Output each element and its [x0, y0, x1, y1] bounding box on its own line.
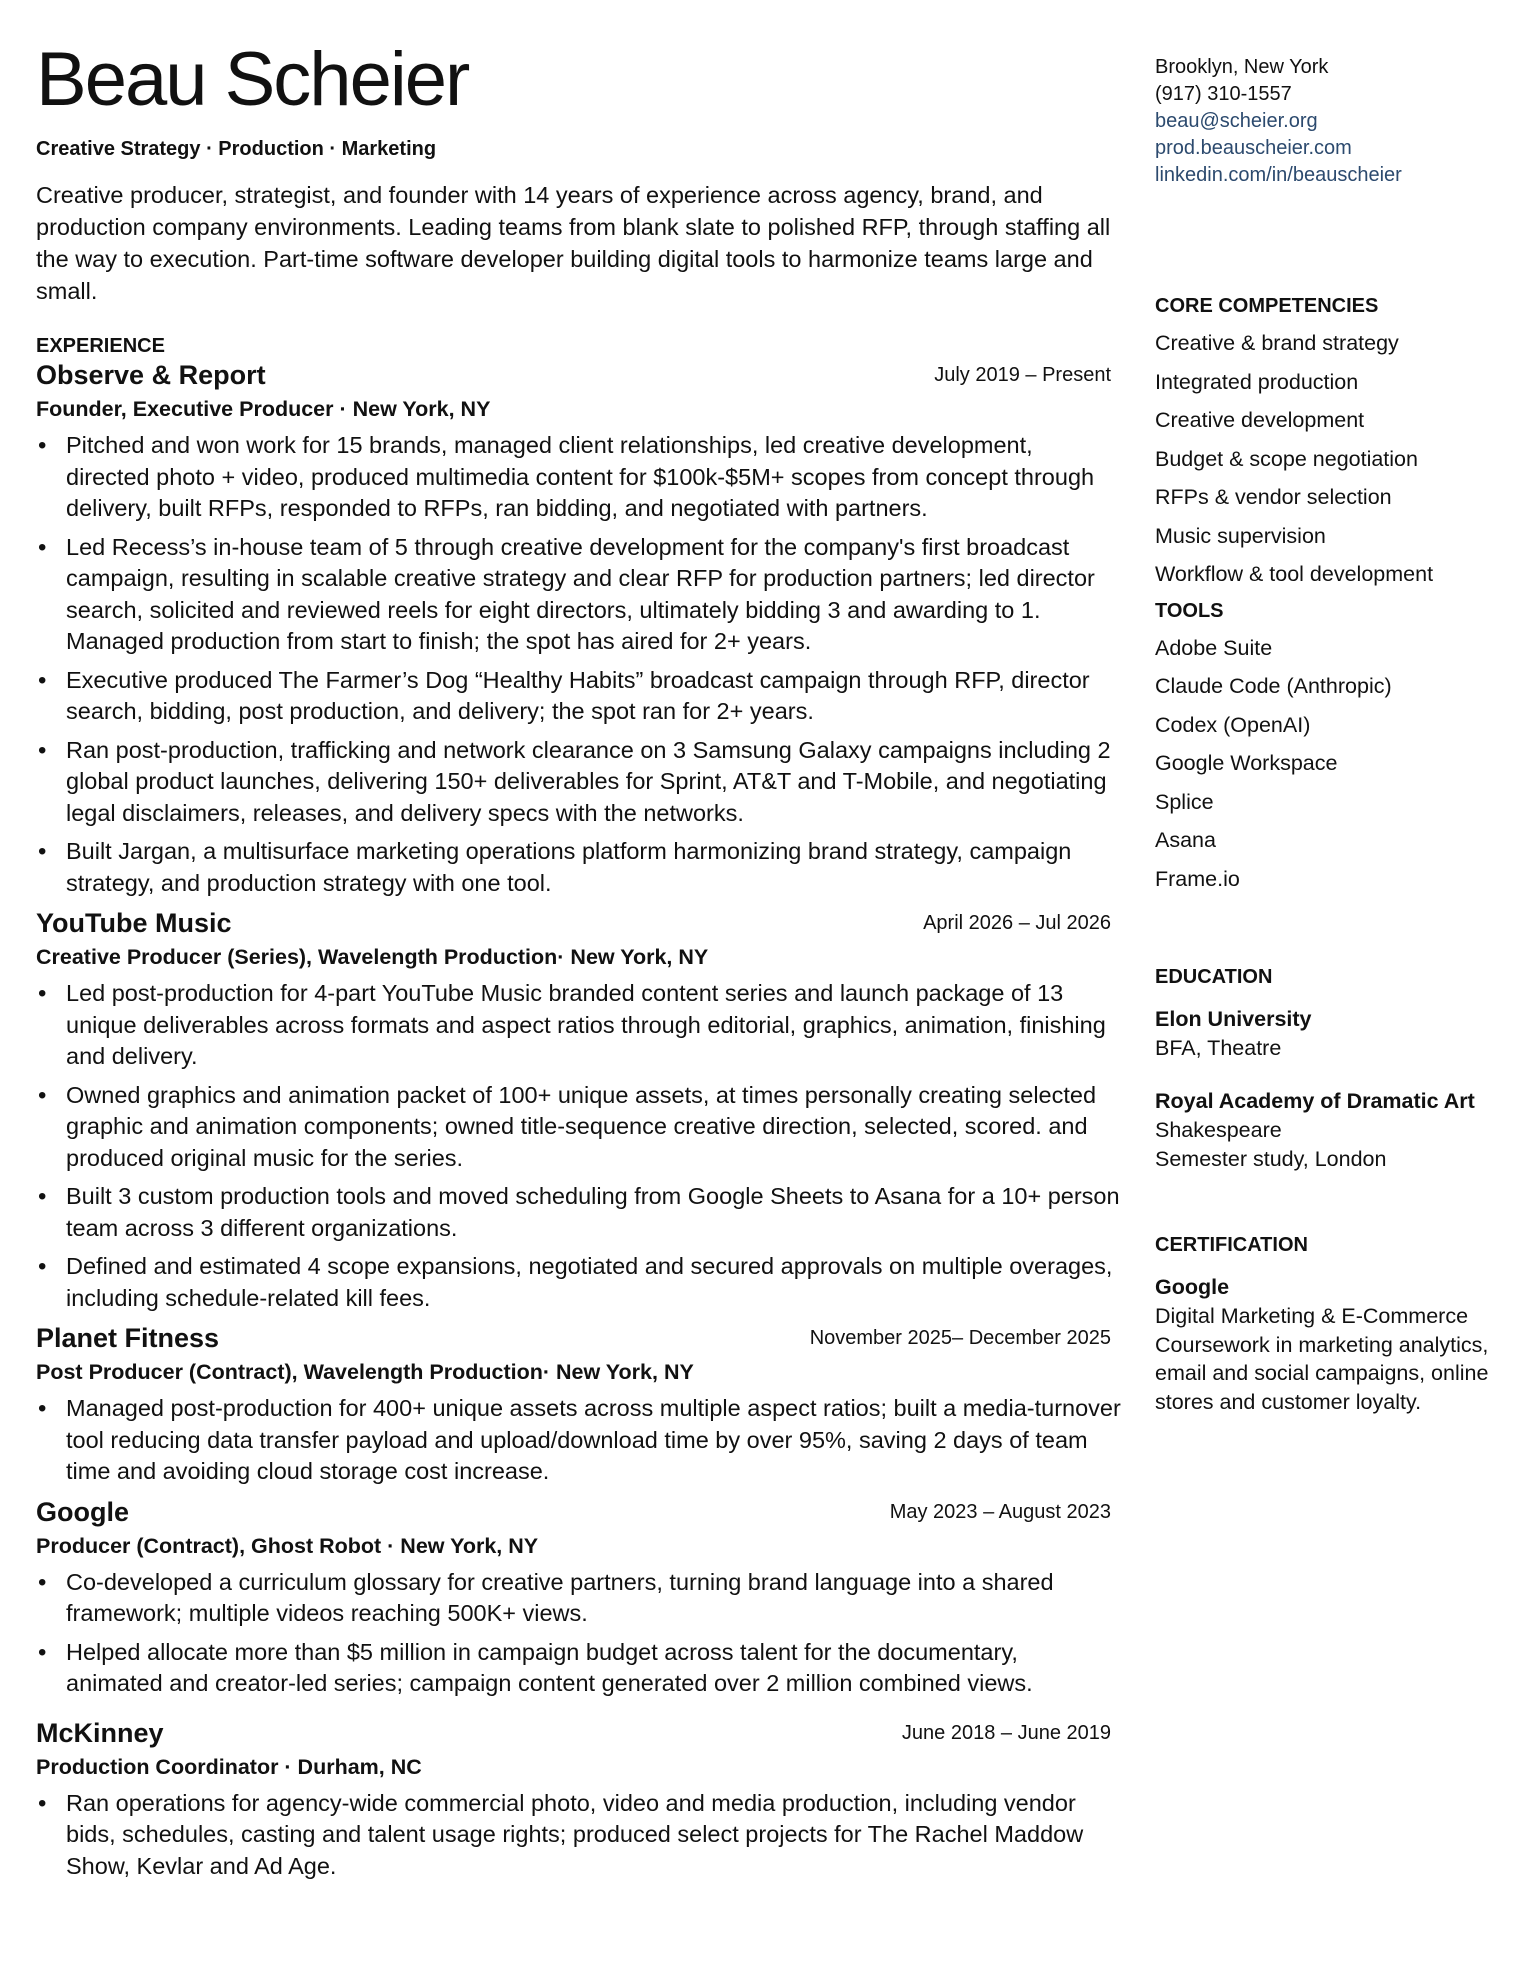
certification-description: Digital Marketing & E-Commerce Coursework in marketing analytics, email and social campaigns, online stores and customer loyalty.: [1155, 1304, 1489, 1414]
job-dates: November 2025– December 2025: [809, 1327, 1111, 1349]
contact-website-link[interactable]: prod.beauscheier.com: [1155, 137, 1352, 159]
bullet-item: • Helped allocate more than $5 million in campaign budget across talent for the documentary, animated and creator-led series; campaign content generated over 2 million combined views.: [36, 1637, 1121, 1700]
job-dates: May 2023 – August 2023: [889, 1500, 1111, 1523]
experience-heading: EXPERIENCE: [36, 335, 165, 357]
job-bullets: [36, 978, 1121, 1314]
education-detail: Semester study, London: [1155, 1147, 1387, 1171]
job-role: Producer (Contract), Ghost Robot · New York, NY: [36, 1533, 539, 1558]
bullet-item: • Built Jargan, a multisurface marketing operations platform harmonizing brand strategy, campaign strategy, and production strategy with one tool.: [36, 836, 1121, 899]
job-company: Google: [36, 1496, 129, 1527]
contact-linkedin-link[interactable]: linkedin.com/in/beauscheier: [1155, 164, 1402, 186]
competency-item: RFPs & vendor selection: [1155, 485, 1392, 509]
job-google: [36, 1495, 1121, 1700]
bullet-item: • Co-developed a curriculum glossary for creative partners, turning brand language into a shared framework; multiple videos reaching 500K+ views.: [36, 1567, 1121, 1630]
competency-item: Workflow & tool development: [1155, 562, 1434, 586]
education-heading: EDUCATION: [1155, 966, 1273, 988]
job-bullets: [36, 1567, 1121, 1700]
tool-item: Google Workspace: [1155, 751, 1338, 775]
job-role: Post Producer (Contract), Wavelength Production· New York, NY: [36, 1360, 694, 1384]
contact-phone: (917) 310-1557: [1155, 83, 1292, 105]
education-school: Royal Academy of Dramatic Art: [1155, 1089, 1475, 1113]
tools-list: [1155, 629, 1505, 899]
tagline: Creative Strategy · Production · Marketing: [36, 138, 437, 160]
education-detail: BFA, Theatre: [1155, 1036, 1282, 1060]
bullet-item: • Defined and estimated 4 scope expansions, negotiated and secured approvals on multiple overages, including schedule-related kill fees.: [36, 1251, 1121, 1314]
job-role: Founder, Executive Producer · New York, NY: [36, 397, 491, 421]
bullet-item: • Led post-production for 4-part YouTube Music branded content series and launch package of 13 unique deliverables across formats and aspect ratios through editorial, graphics, animation, finishing and delivery.: [36, 978, 1121, 1073]
bullet-item: • Executive produced The Farmer’s Dog “Healthy Habits” broadcast campaign through RFP, director search, bidding, post production, and delivery; the spot ran for 2+ years.: [36, 665, 1121, 728]
job-dates: April 2026 – Jul 2026: [923, 912, 1111, 934]
job-company: YouTube Music: [36, 908, 232, 938]
bullet-item: • Ran operations for agency-wide commercial photo, video and media production, including vendor bids, schedules, casting and talent usage rights; produced select projects for The Rachel Maddow Show, Kevlar and Ad Age.: [36, 1788, 1121, 1883]
bullet-item: • Led Recess’s in-house team of 5 through creative development for the company's first broadcast campaign, resulting in scalable creative strategy and clear RFP for production partners; led director search, solicited and reviewed reels for eight directors, ultimately bidding 3 and awarding to 1. Managed production from start to finish; the spot has aired for 2+ years.: [36, 532, 1121, 658]
job-bullets: [36, 430, 1121, 899]
job-bullets: [36, 1393, 1121, 1488]
competencies-list: [1155, 324, 1505, 594]
job-header: [36, 1716, 1121, 1750]
job-dates: June 2018 – June 2019: [901, 1721, 1111, 1744]
education-entry: [1155, 1087, 1505, 1174]
tool-item: Adobe Suite: [1155, 635, 1273, 660]
job-company: Planet Fitness: [36, 1323, 220, 1353]
tool-item: Asana: [1155, 828, 1216, 852]
bullet-item: • Managed post-production for 400+ unique assets across multiple aspect ratios; built a media-turnover tool reducing data transfer payload and upload/download time by over 95%, saving 2 days of team time and avoiding cloud storage cost increase.: [36, 1393, 1121, 1488]
job-observe-report: [36, 358, 1121, 899]
job-header: [36, 906, 1121, 940]
bullet-item: • Ran post-production, trafficking and network clearance on 3 Samsung Galaxy campaigns including 2 global product launches, delivering 150+ deliverables for Sprint, AT&T and T-Mobile, and negotiating legal disclaimers, releases, and delivery specs with the networks.: [36, 735, 1121, 830]
tool-item: Frame.io: [1155, 866, 1240, 891]
summary: Creative producer, strategist, and founder with 14 years of experience across agency, brand, and production company environments. Leading teams from blank slate to polished RFP, through staffing all the way to execution. Part-time software developer building digital tools to harmonize teams large and small.: [36, 182, 1111, 304]
bullet-item: • Built 3 custom production tools and moved scheduling from Google Sheets to Asana for a 10+ person team across 3 different organizations.: [36, 1181, 1121, 1244]
competency-item: Integrated production: [1155, 369, 1359, 394]
job-dates: July 2019 – Present: [934, 364, 1111, 386]
education-school: Elon University: [1155, 1007, 1312, 1031]
job-company: Observe & Report: [36, 360, 266, 390]
competency-item: Creative development: [1155, 408, 1365, 432]
job-header: [36, 358, 1121, 392]
job-planet-fitness: [36, 1321, 1121, 1488]
competency-item: Music supervision: [1155, 523, 1326, 548]
bullet-item: • Owned graphics and animation packet of 100+ unique assets, at times personally creating selected graphic and animation components; owned title-sequence creative direction, selected, scored. and produced original music for the series.: [36, 1080, 1121, 1175]
job-mckinney: [36, 1716, 1121, 1883]
tool-item: Codex (OpenAI): [1155, 712, 1311, 737]
job-youtube-music: [36, 906, 1121, 1314]
tool-item: Splice: [1155, 789, 1214, 814]
education-detail: Shakespeare: [1155, 1118, 1282, 1142]
sidebar-column: [1155, 54, 1505, 1416]
certification-heading: CERTIFICATION: [1155, 1234, 1308, 1256]
job-bullets: [36, 1788, 1121, 1883]
contact-block: [1155, 54, 1505, 189]
job-header: [36, 1321, 1121, 1355]
bullet-item: • Pitched and won work for 15 brands, managed client relationships, led creative development, directed photo + video, produced multimedia content for $100k-$5M+ scopes from concept through delivery, built RFPs, responded to RFPs, ran bidding, and negotiated with partners.: [36, 430, 1121, 525]
tool-item: Claude Code (Anthropic): [1155, 674, 1392, 698]
contact-email-link[interactable]: beau@scheier.org: [1155, 110, 1318, 132]
job-role: Production Coordinator · Durham, NC: [36, 1754, 422, 1779]
education-entry: [1155, 1005, 1505, 1063]
competencies-heading: CORE COMPETENCIES: [1155, 295, 1379, 317]
job-company: McKinney: [36, 1717, 164, 1748]
competency-item: Budget & scope negotiation: [1155, 446, 1418, 471]
candidate-name: Beau Scheier: [36, 37, 469, 122]
tools-heading: TOOLS: [1155, 599, 1224, 622]
certification-issuer: Google: [1155, 1275, 1230, 1299]
job-header: [36, 1495, 1121, 1529]
job-role: Creative Producer (Series), Wavelength Production· New York, NY: [36, 945, 709, 969]
main-column: [36, 37, 1121, 1889]
contact-location: Brooklyn, New York: [1155, 56, 1329, 78]
competency-item: Creative & brand strategy: [1155, 331, 1399, 355]
